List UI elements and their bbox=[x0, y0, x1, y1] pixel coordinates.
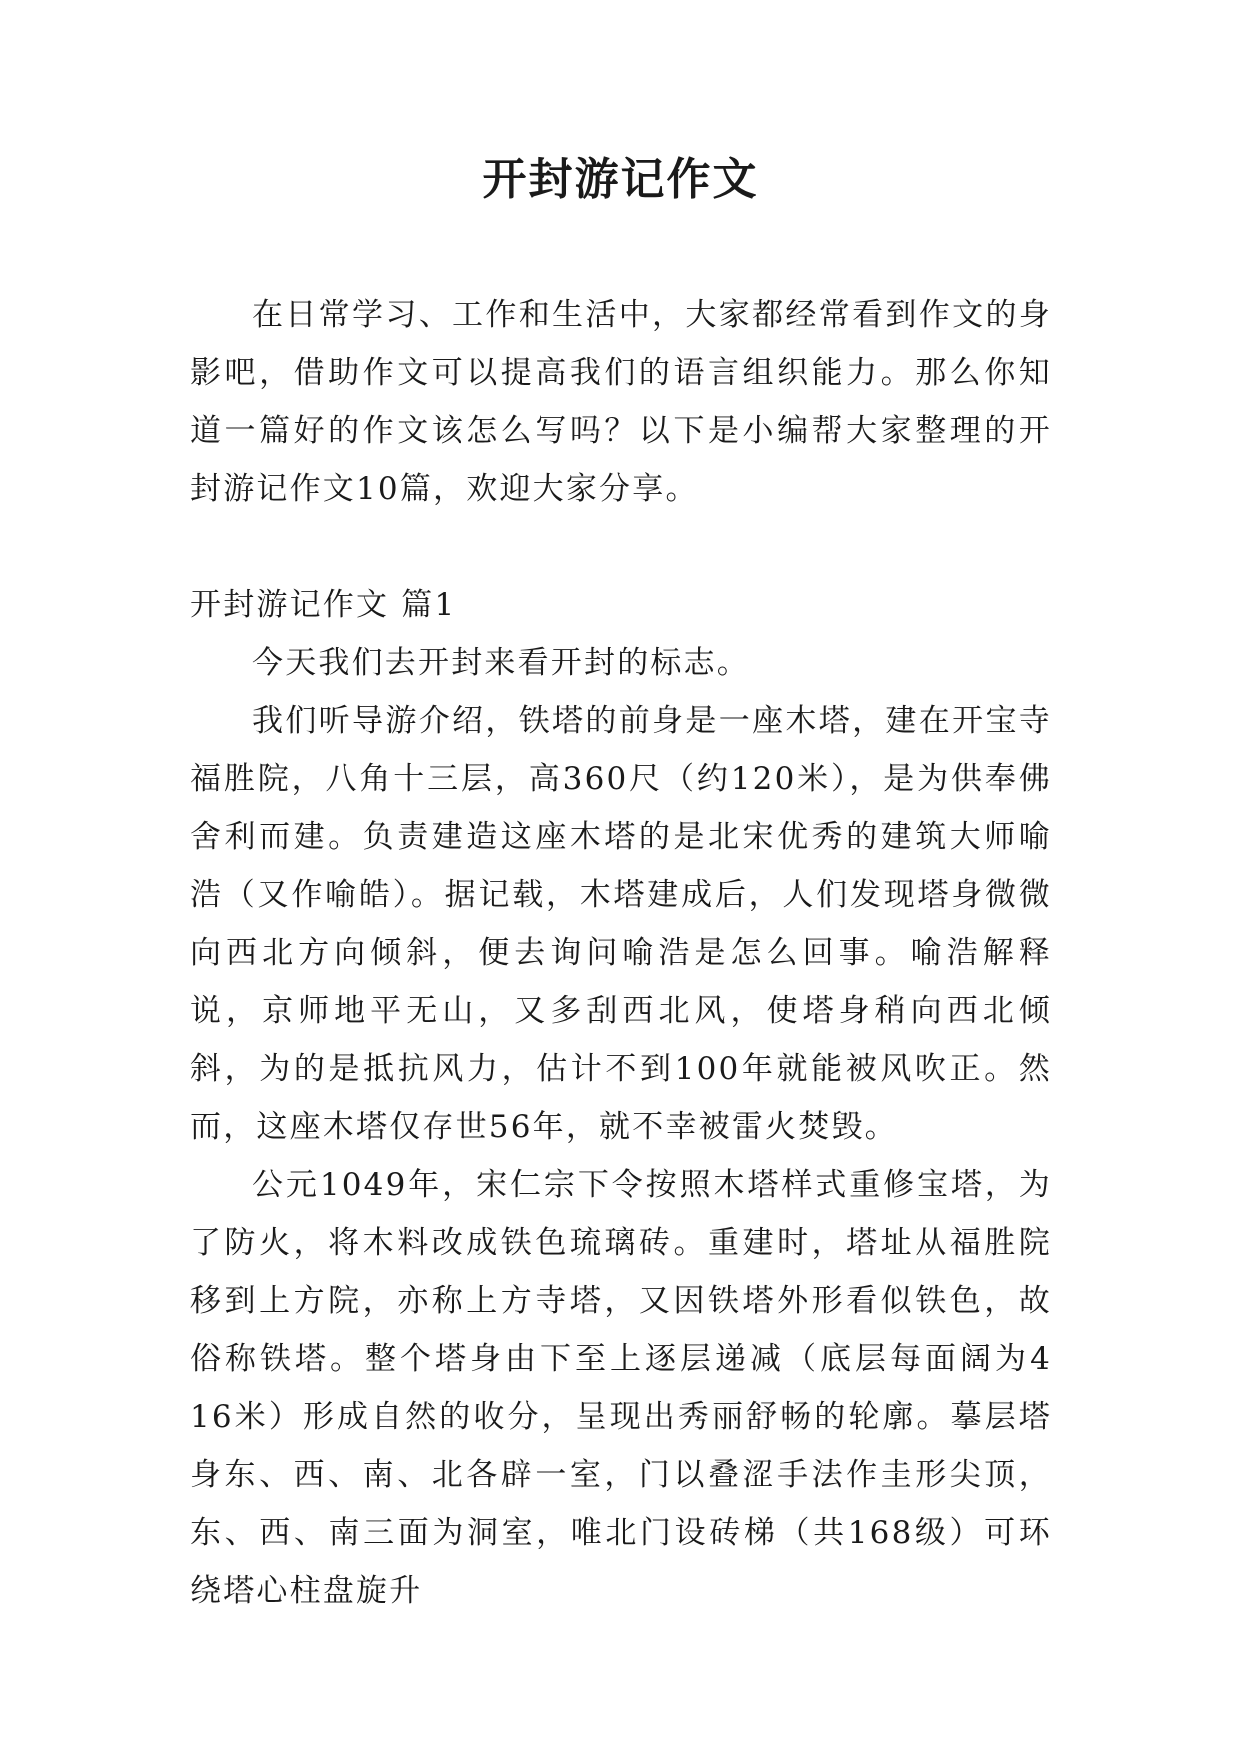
document-title: 开封游记作文 bbox=[482, 154, 759, 205]
body-paragraph-1: 今天我们去开封来看开封的标志。 bbox=[252, 645, 750, 681]
document-body bbox=[190, 286, 1052, 1620]
body-paragraph-2: 我们听导游介绍，铁塔的前身是一座木塔，建在开宝寺福胜院，八角十三层，高360尺（约120米），是为供奉佛舍利而建。负责建造这座木塔的是北宋优秀的建筑大师喻浩（又作喻皓）。据记载，木塔建成后，人们发现塔身微微向西北方向倾斜，便去询问喻浩是怎么回事。喻浩解释说，京师地平无山，又多刮西北风，使塔身稍向西北倾斜，为的是抵抗风力，估计不到100年就能被风吹正。然而，这座木塔仅存世56年，就不幸被雷火焚毁。 bbox=[190, 703, 1052, 1145]
section-heading: 开封游记作文 篇1 bbox=[190, 587, 457, 623]
body-paragraph-3: 公元1049年，宋仁宗下令按照木塔样式重修宝塔，为了防火，将木料改成铁色琉璃砖。重建时，塔址从福胜院移到上方院，亦称上方寺塔，又因铁塔外形看似铁色，故俗称铁塔。整个塔身由下至上逐层递减（底层每面阔为4 16米）形成自然的收分，呈现出秀丽舒畅的轮廓。摹层塔身东、西、南、北各辟一室，门以叠涩手法作圭形尖顶，东、西、南三面为洞室，唯北门设砖梯（共168级）可环绕塔心柱盘旋升 bbox=[190, 1167, 1052, 1609]
intro-paragraph: 在日常学习、工作和生活中，大家都经常看到作文的身影吧，借助作文可以提高我们的语言组织能力。那么你知道一篇好的作文该怎么写吗？以下是小编帮大家整理的开封游记作文10篇，欢迎大家分享。 bbox=[190, 297, 1052, 507]
